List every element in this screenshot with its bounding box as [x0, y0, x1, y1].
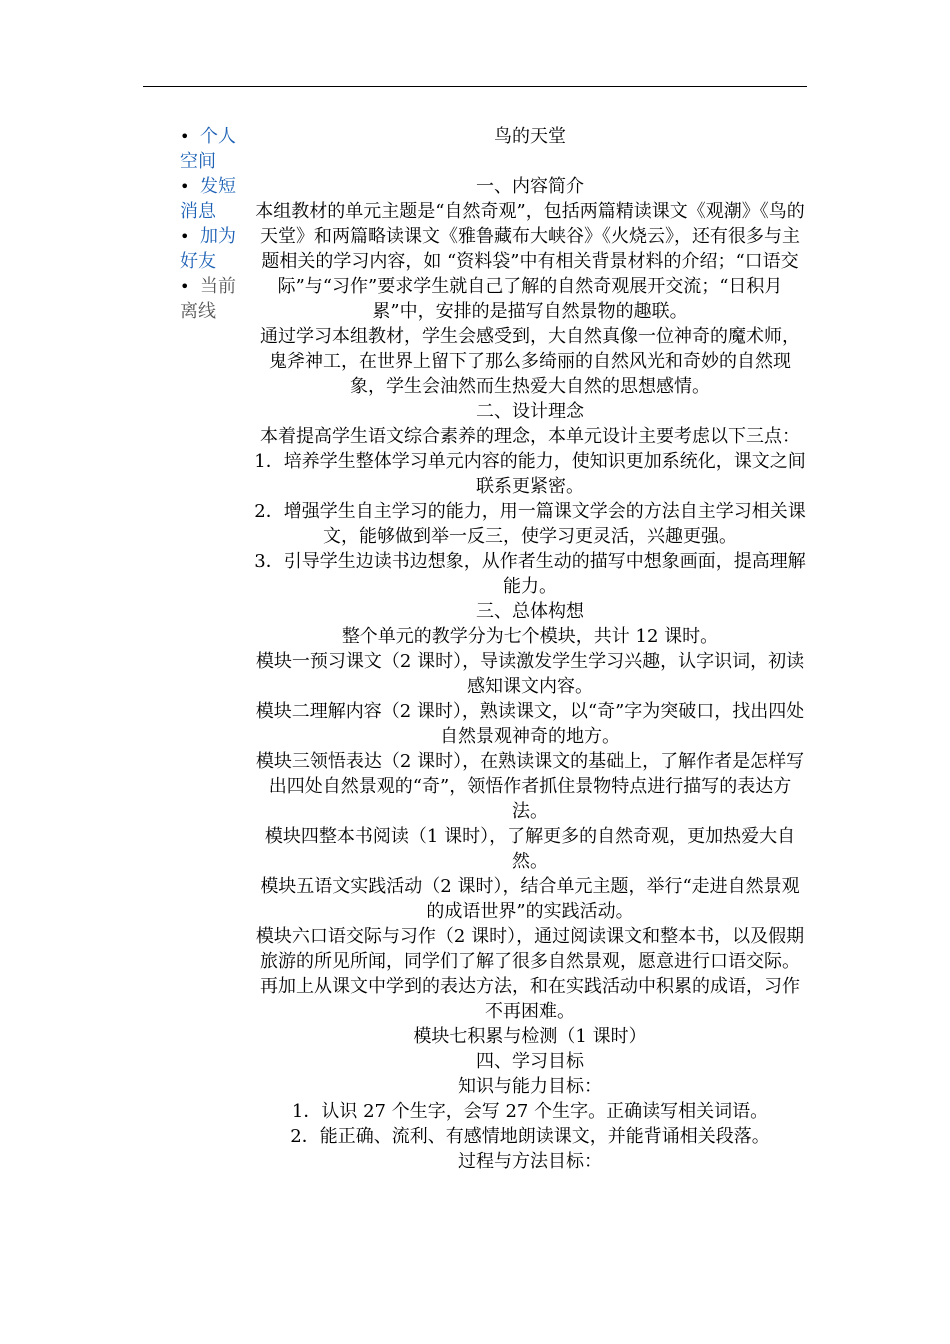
- add-friend-link[interactable]: 加为好友: [180, 226, 236, 272]
- section-heading: 四、学习目标: [476, 1051, 584, 1072]
- paragraph: 本着提高学生语文综合素养的理念，本单元设计主要考虑以下三点：: [260, 426, 800, 447]
- section-heading: 三、总体构想: [476, 601, 584, 622]
- bullet-icon: •: [180, 227, 190, 246]
- sidebar-item-send-message[interactable]: [180, 174, 246, 224]
- list-item: 1．培养学生整体学习单元内容的能力，使知识更加系统化，课文之间联系更紧密。: [254, 451, 806, 497]
- personal-space-link[interactable]: 个人空间: [180, 126, 236, 172]
- subheading: 过程与方法目标：: [458, 1151, 602, 1172]
- bullet-icon: •: [180, 177, 190, 196]
- list-item: 2．能正确、流利、有感情地朗读课文，并能背诵相关段落。: [290, 1126, 770, 1147]
- sidebar-item-personal-space[interactable]: [180, 124, 246, 174]
- document-title: 鸟的天堂: [494, 126, 566, 147]
- bullet-icon: •: [180, 277, 190, 296]
- sidebar-item-add-friend[interactable]: [180, 224, 246, 274]
- paragraph: 通过学习本组教材，学生会感受到，大自然真像一位神奇的魔术师，鬼斧神工，在世界上留下了那么多绮丽的自然风光和奇妙的自然现象，学生会油然而生热爱大自然的思想感情。: [260, 326, 800, 397]
- list-item: 3．引导学生边读书边想象，从作者生动的描写中想象画面，提高理解能力。: [254, 551, 806, 597]
- section-heading: 二、设计理念: [476, 401, 584, 422]
- send-message-link[interactable]: 发短消息: [180, 176, 236, 222]
- list-item: 2．增强学生自主学习的能力，用一篇课文学会的方法自主学习相关课文，能够做到举一反三，使学习更灵活，兴趣更强。: [254, 501, 806, 547]
- document-body: [254, 124, 806, 1174]
- header-rule: [143, 86, 807, 87]
- module-item: 模块七积累与检测（1 课时）: [413, 1026, 647, 1047]
- paragraph: 本组教材的单元主题是“自然奇观”，包括两篇精读课文《观潮》《鸟的天堂》和两篇略读课文《雅鲁藏布大峡谷》《火烧云》，还有很多与主题相关的学习内容，如 “资料袋”中有相关背景材料的介绍；“口语交际”与“习作”要求学生就自己了解的自然奇观展开交流；“日积月累”中，安排的是描写自然景物的趣联。: [255, 201, 805, 322]
- module-item: 模块五语文实践活动（2 课时），结合单元主题，举行“走进自然景观的成语世界”的实践活动。: [260, 876, 800, 922]
- list-item: 1．认识 27 个生字，会写 27 个生字。正确读写相关词语。: [291, 1101, 769, 1122]
- module-item: 模块一预习课文（2 课时），导读激发学生学习兴趣，认字识词，初读感知课文内容。: [255, 651, 805, 697]
- module-item: 模块三领悟表达（2 课时），在熟读课文的基础上，了解作者是怎样写出四处自然景观的“奇”，领悟作者抓住景物特点进行描写的表达方法。: [255, 751, 805, 822]
- module-item: 模块六口语交际与习作（2 课时），通过阅读课文和整本书，以及假期旅游的所见所闻，同学们了解了很多自然景观，愿意进行口语交际。再加上从课文中学到的表达方法，和在实践活动中积累的成语，习作不再困难。: [255, 926, 805, 1022]
- module-item: 模块二理解内容（2 课时），熟读课文，以“奇”字为突破口，找出四处自然景观神奇的地方。: [255, 701, 805, 747]
- online-status-text: 当前离线: [180, 276, 236, 322]
- paragraph: 整个单元的教学分为七个模块，共计 12 课时。: [341, 626, 719, 647]
- subheading: 知识与能力目标：: [458, 1076, 602, 1097]
- sidebar-item-status: [180, 274, 246, 324]
- section-heading: 一、内容简介: [476, 176, 584, 197]
- bullet-icon: •: [180, 127, 190, 146]
- user-action-list: [180, 124, 246, 324]
- module-item: 模块四整本书阅读（1 课时），了解更多的自然奇观，更加热爱大自然。: [264, 826, 796, 872]
